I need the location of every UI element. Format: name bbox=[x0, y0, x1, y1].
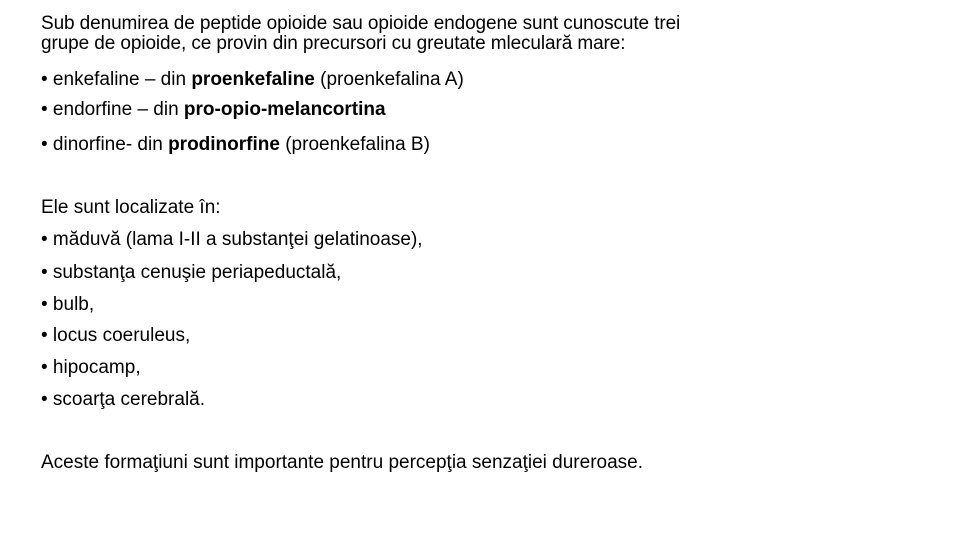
location-item: • scoarţa cerebrală. bbox=[41, 389, 206, 410]
location-item: • măduvă (lama I-II a substanţei gelatinoase), bbox=[41, 229, 423, 250]
group-text: dinorfine- din bbox=[47, 134, 169, 155]
group-note: (proenkefalina A) bbox=[314, 69, 464, 90]
bullet: • bbox=[41, 99, 48, 120]
location-item: • bulb, bbox=[41, 294, 95, 315]
bullet: • bbox=[41, 134, 48, 155]
conclusion-text: Aceste formaţiuni sunt importante pentru percepţia senzaţiei dureroase. bbox=[41, 452, 643, 473]
group-item-enkefaline bbox=[41, 69, 464, 91]
location-item: • substanţa cenuşie periapeductală, bbox=[41, 262, 342, 283]
precursor-name: proenkefaline bbox=[191, 69, 315, 90]
intro-line-1: Sub denumirea de peptide opioide sau opioide endogene sunt cunoscute trei bbox=[41, 13, 681, 34]
precursor-name: prodinorfine bbox=[168, 134, 280, 155]
group-item-endorfine bbox=[41, 99, 386, 121]
locations-heading: Ele sunt localizate în: bbox=[41, 197, 221, 218]
precursor-name: pro-opio-melancortina bbox=[183, 99, 386, 120]
bullet: • bbox=[41, 69, 48, 90]
group-note: (proenkefalina B) bbox=[279, 134, 430, 155]
location-item: • locus coeruleus, bbox=[41, 325, 191, 346]
group-item-dinorfine bbox=[41, 134, 430, 156]
location-item: • hipocamp, bbox=[41, 357, 141, 378]
intro-line-2: grupe de opioide, ce provin din precursori cu greutate mleculară mare: bbox=[41, 33, 626, 54]
group-text: enkefaline – din bbox=[47, 69, 192, 90]
group-text: endorfine – din bbox=[47, 99, 184, 120]
